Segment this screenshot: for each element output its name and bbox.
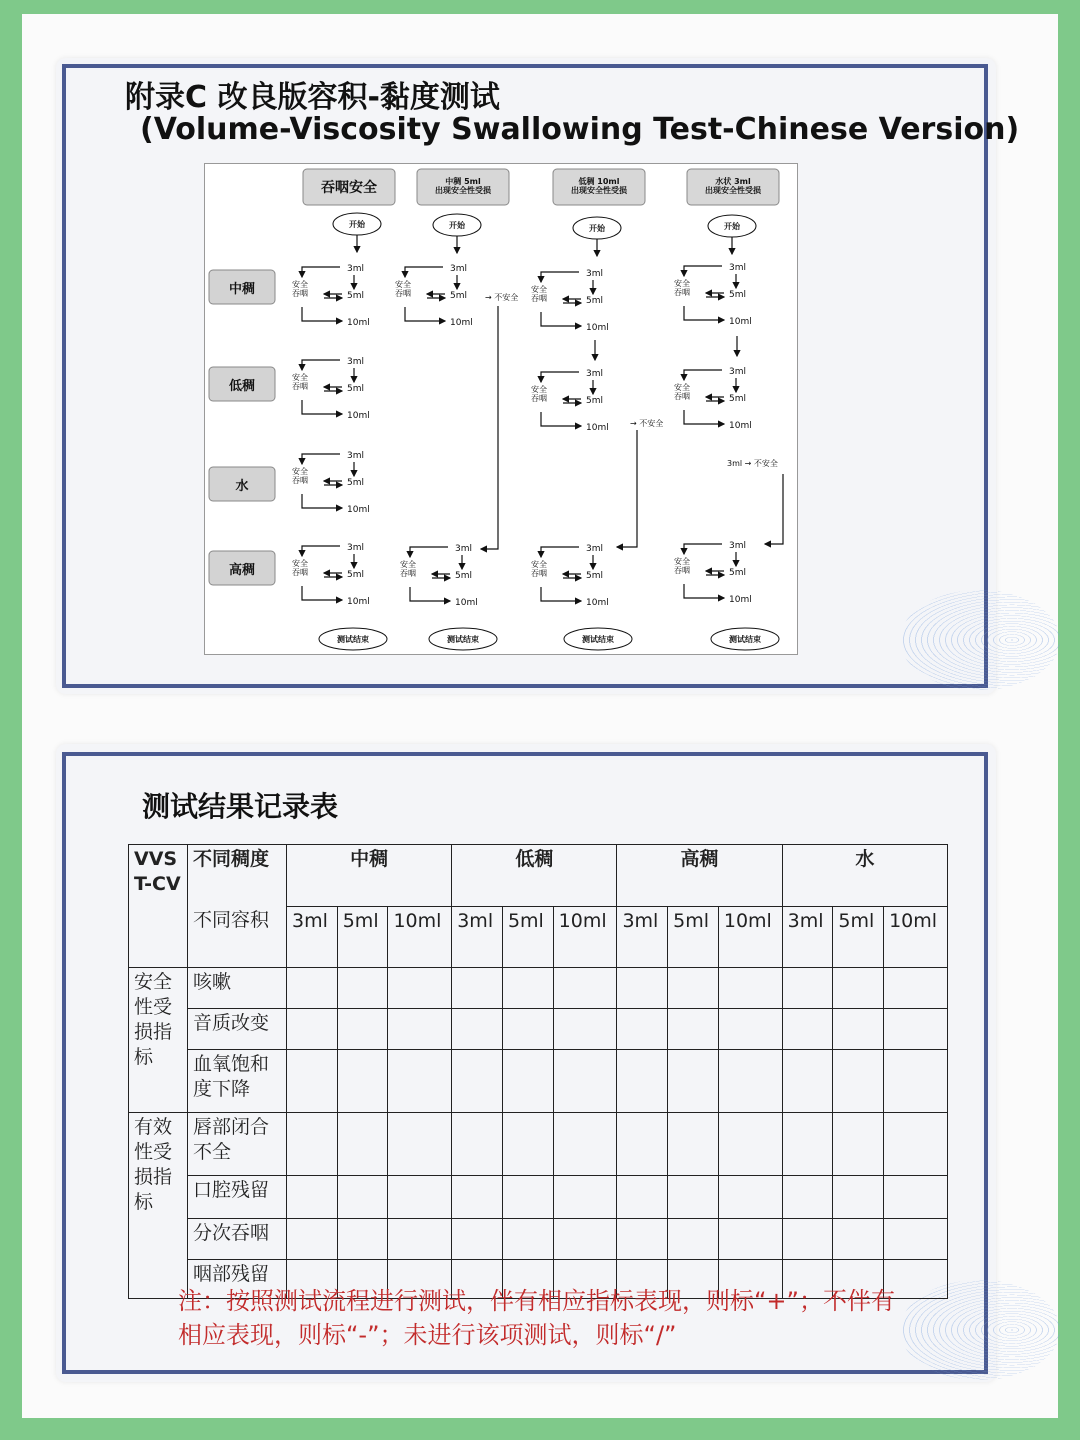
volume-label: 10ml xyxy=(586,323,609,333)
result-cell[interactable] xyxy=(452,968,503,1009)
indicator-group: 安全 性受 损指 标 xyxy=(129,968,188,1113)
result-cell[interactable] xyxy=(388,1050,452,1113)
result-cell[interactable] xyxy=(388,1219,452,1260)
column-header-label: 出现安全性受损 xyxy=(571,186,627,195)
result-cell[interactable] xyxy=(833,1113,884,1176)
volume-label: 5ml xyxy=(450,291,467,301)
result-cell[interactable] xyxy=(668,1113,719,1176)
result-cell[interactable] xyxy=(718,1219,782,1260)
result-cell[interactable] xyxy=(452,1009,503,1050)
indicator-label: 咳嗽 xyxy=(188,968,287,1009)
result-cell[interactable] xyxy=(718,1113,782,1176)
table-row xyxy=(129,1009,948,1050)
start-label: 开始 xyxy=(724,222,740,231)
consistency-2: 低稠 xyxy=(452,845,617,907)
result-cell[interactable] xyxy=(452,1050,503,1113)
flow-arrow xyxy=(541,587,581,601)
indicator-label: 口腔残留 xyxy=(188,1176,287,1219)
result-cell[interactable] xyxy=(782,1050,833,1113)
result-cell[interactable] xyxy=(287,968,338,1009)
column-header-label: 中稠 5ml xyxy=(445,177,481,186)
end-label: 测试结束 xyxy=(729,635,761,644)
result-cell[interactable] xyxy=(502,1176,553,1219)
unsafe-label: → 不安全 xyxy=(630,419,664,428)
flow-arrow xyxy=(541,272,579,282)
appendix-title: 附录C 改良版容积-黏度测试 xyxy=(125,80,500,115)
start-label: 开始 xyxy=(349,220,365,229)
result-cell[interactable] xyxy=(388,1176,452,1219)
volume-label: 3ml xyxy=(347,264,364,274)
volume-cell: 5ml xyxy=(337,906,388,968)
safe-swallow-label: 吞咽 xyxy=(395,289,411,298)
flow-arrow xyxy=(541,372,579,382)
result-cell[interactable] xyxy=(553,1176,617,1219)
result-cell[interactable] xyxy=(452,1176,503,1219)
result-cell[interactable] xyxy=(502,1050,553,1113)
volume-label: 3ml xyxy=(347,451,364,461)
result-cell[interactable] xyxy=(287,1176,338,1219)
result-cell[interactable] xyxy=(337,1009,388,1050)
safe-swallow-label: 安全 xyxy=(674,557,690,566)
result-cell[interactable] xyxy=(388,1009,452,1050)
volume-label: 5ml xyxy=(586,571,603,581)
volume-cell: 10ml xyxy=(884,906,948,968)
flowchart-image xyxy=(204,163,798,655)
result-cell[interactable] xyxy=(452,1219,503,1260)
flow-arrow xyxy=(481,306,498,549)
table-row xyxy=(129,1113,948,1176)
column-header-label: 出现安全性受损 xyxy=(435,186,491,195)
result-cell[interactable] xyxy=(884,1176,948,1219)
result-cell[interactable] xyxy=(782,968,833,1009)
volume-label: 10ml xyxy=(729,317,752,327)
safe-swallow-label: 吞咽 xyxy=(674,566,690,575)
result-cell[interactable] xyxy=(833,1050,884,1113)
flow-arrow xyxy=(405,267,443,277)
table-row xyxy=(129,968,948,1009)
safe-swallow-label: 安全 xyxy=(531,285,547,294)
result-cell[interactable] xyxy=(388,1113,452,1176)
volume-label: 3ml xyxy=(729,541,746,551)
safe-swallow-label: 吞咽 xyxy=(292,568,308,577)
volume-cell: 3ml xyxy=(782,906,833,968)
result-cell[interactable] xyxy=(668,1009,719,1050)
safe-swallow-label: 安全 xyxy=(531,385,547,394)
unsafe-label: 3ml → 不安全 xyxy=(727,459,778,468)
result-cell[interactable] xyxy=(833,1176,884,1219)
consistency-3: 高稠 xyxy=(617,845,782,907)
result-cell[interactable] xyxy=(884,1050,948,1113)
result-cell[interactable] xyxy=(337,1176,388,1219)
result-cell[interactable] xyxy=(718,1050,782,1113)
safe-swallow-label: 安全 xyxy=(292,467,308,476)
result-cell[interactable] xyxy=(668,1050,719,1113)
flow-arrow xyxy=(410,587,450,601)
result-cell[interactable] xyxy=(502,968,553,1009)
safe-swallow-label: 安全 xyxy=(292,373,308,382)
table-row xyxy=(129,1219,948,1260)
result-cell[interactable] xyxy=(287,1113,338,1176)
start-label: 开始 xyxy=(589,224,605,233)
flow-arrow xyxy=(410,547,448,557)
volume-cell: 10ml xyxy=(388,906,452,968)
volume-label: 3ml xyxy=(586,544,603,554)
volume-cell: 10ml xyxy=(553,906,617,968)
start-label: 开始 xyxy=(449,221,465,230)
volume-label: 10ml xyxy=(729,595,752,605)
result-cell[interactable] xyxy=(502,1009,553,1050)
volume-label: 5ml xyxy=(347,291,364,301)
volume-label: 5ml xyxy=(347,478,364,488)
volume-label: 10ml xyxy=(347,318,370,328)
indicator-label: 唇部闭合 不全 xyxy=(188,1113,287,1176)
volume-label: 5ml xyxy=(586,296,603,306)
result-cell[interactable] xyxy=(833,968,884,1009)
flow-arrow xyxy=(302,307,342,321)
result-cell[interactable] xyxy=(617,1009,668,1050)
result-cell[interactable] xyxy=(287,1009,338,1050)
safe-swallow-label: 吞咽 xyxy=(292,382,308,391)
result-cell[interactable] xyxy=(782,1176,833,1219)
result-cell[interactable] xyxy=(502,1113,553,1176)
result-cell[interactable] xyxy=(337,1113,388,1176)
column-header-label: 出现安全性受损 xyxy=(705,186,761,195)
note-text: 注：按照测试流程进行测试，伴有相应指标表现，则标“+”；不伴有相应表现，则标“-”；未进行该项测试，则标“/” xyxy=(178,1287,895,1349)
flow-arrow xyxy=(302,494,342,508)
volume-label: 3ml xyxy=(729,367,746,377)
result-cell[interactable] xyxy=(287,1050,338,1113)
safe-swallow-label: 吞咽 xyxy=(292,289,308,298)
volume-label: 5ml xyxy=(347,384,364,394)
result-cell[interactable] xyxy=(833,1009,884,1050)
safe-swallow-label: 安全 xyxy=(400,560,416,569)
volume-label: 5ml xyxy=(729,394,746,404)
safe-swallow-label: 吞咽 xyxy=(674,392,690,401)
flow-arrow xyxy=(541,547,579,557)
table-subheader-row xyxy=(129,906,948,968)
volume-label: 5ml xyxy=(586,396,603,406)
result-cell[interactable] xyxy=(337,1050,388,1113)
appendix-subtitle: (Volume-Viscosity Swallowing Test-Chinese Version) xyxy=(140,112,1020,147)
result-cell[interactable] xyxy=(287,1219,338,1260)
safe-swallow-label: 吞咽 xyxy=(531,394,547,403)
end-label: 测试结束 xyxy=(582,635,614,644)
row-label: 高稠 xyxy=(228,563,256,578)
flow-arrow xyxy=(541,412,581,426)
volume-label: 10ml xyxy=(586,423,609,433)
record-table-title: 测试结果记录表 xyxy=(142,790,339,823)
volume-cell: 3ml xyxy=(452,906,503,968)
safe-swallow-label: 吞咽 xyxy=(531,294,547,303)
flow-arrow xyxy=(684,306,724,320)
flowchart-diagram xyxy=(205,164,797,654)
result-cell[interactable] xyxy=(668,968,719,1009)
result-cell[interactable] xyxy=(884,1113,948,1176)
flow-arrow xyxy=(302,267,340,277)
flow-arrow xyxy=(684,544,722,554)
flow-arrow xyxy=(684,410,724,424)
volume-label: 3ml xyxy=(347,357,364,367)
volume-label: 3ml xyxy=(347,543,364,553)
flow-arrow xyxy=(541,312,581,326)
result-cell[interactable] xyxy=(502,1219,553,1260)
result-cell[interactable] xyxy=(337,1219,388,1260)
column-header-label: 水状 3ml xyxy=(715,177,751,186)
flow-arrow xyxy=(302,586,342,600)
table-row xyxy=(129,1176,948,1219)
result-cell[interactable] xyxy=(718,1176,782,1219)
volume-label: 10ml xyxy=(450,318,473,328)
result-cell[interactable] xyxy=(337,968,388,1009)
safe-swallow-label: 吞咽 xyxy=(400,569,416,578)
volume-cell: 5ml xyxy=(502,906,553,968)
safe-swallow-label: 吞咽 xyxy=(292,476,308,485)
table-header-row xyxy=(129,845,948,907)
result-cell[interactable] xyxy=(617,1176,668,1219)
end-label: 测试结束 xyxy=(447,635,479,644)
volume-label: 5ml xyxy=(455,571,472,581)
volume-label: 3ml xyxy=(450,264,467,274)
result-cell[interactable] xyxy=(617,1113,668,1176)
decorative-swirl xyxy=(900,590,1060,690)
volume-label: 10ml xyxy=(347,411,370,421)
table-row xyxy=(129,1050,948,1113)
row-label: 水 xyxy=(235,479,249,494)
safe-swallow-label: 安全 xyxy=(674,279,690,288)
result-cell[interactable] xyxy=(782,1219,833,1260)
volume-label: 10ml xyxy=(347,597,370,607)
consistency-1: 中稠 xyxy=(287,845,452,907)
result-cell[interactable] xyxy=(884,968,948,1009)
result-cell[interactable] xyxy=(553,1219,617,1260)
safe-swallow-label: 安全 xyxy=(674,383,690,392)
result-cell[interactable] xyxy=(718,1009,782,1050)
flow-arrow xyxy=(302,400,342,414)
volume-label: 10ml xyxy=(729,421,752,431)
indicator-label: 音质改变 xyxy=(188,1009,287,1050)
corner-label: VVS T-CV xyxy=(129,845,188,968)
consistency-4: 水 xyxy=(782,845,947,907)
result-cell[interactable] xyxy=(782,1009,833,1050)
safe-swallow-label: 安全 xyxy=(292,280,308,289)
result-cell[interactable] xyxy=(553,1009,617,1050)
record-table xyxy=(128,844,948,1299)
unsafe-label: → 不安全 xyxy=(485,293,519,302)
safe-swallow-label: 安全 xyxy=(395,280,411,289)
result-cell[interactable] xyxy=(617,968,668,1009)
result-cell[interactable] xyxy=(617,1050,668,1113)
volume-label: 10ml xyxy=(586,598,609,608)
end-label: 测试结束 xyxy=(337,635,369,644)
flow-arrow xyxy=(302,454,340,464)
flow-arrow xyxy=(684,266,722,276)
volume-cell: 5ml xyxy=(668,906,719,968)
result-cell[interactable] xyxy=(388,968,452,1009)
volume-label: 3ml xyxy=(586,269,603,279)
volume-cell: 10ml xyxy=(718,906,782,968)
volume-cell: 5ml xyxy=(833,906,884,968)
volume-header: 不同容积 xyxy=(188,906,287,968)
volume-label: 3ml xyxy=(455,544,472,554)
flow-arrow xyxy=(302,360,340,370)
safe-swallow-label: 安全 xyxy=(531,560,547,569)
safe-swallow-label: 安全 xyxy=(292,559,308,568)
indicator-group: 有效 性受 损指 标 xyxy=(129,1113,188,1299)
volume-label: 3ml xyxy=(586,369,603,379)
volume-label: 5ml xyxy=(347,570,364,580)
result-cell[interactable] xyxy=(617,1219,668,1260)
volume-label: 10ml xyxy=(347,505,370,515)
volume-cell: 3ml xyxy=(617,906,668,968)
row-label: 中稠 xyxy=(228,282,256,297)
volume-label: 5ml xyxy=(729,290,746,300)
indicator-label: 咽部残留 xyxy=(188,1260,287,1299)
result-cell[interactable] xyxy=(884,1219,948,1260)
result-cell[interactable] xyxy=(553,968,617,1009)
flow-arrow xyxy=(617,430,637,547)
flow-arrow xyxy=(405,307,445,321)
volume-label: 5ml xyxy=(729,568,746,578)
indicator-label: 血氧饱和 度下降 xyxy=(188,1050,287,1113)
result-cell[interactable] xyxy=(553,1050,617,1113)
result-cell[interactable] xyxy=(782,1113,833,1176)
indicator-label: 分次吞咽 xyxy=(188,1219,287,1260)
flow-arrow xyxy=(302,546,340,556)
flow-arrow xyxy=(765,474,783,544)
volume-cell: 3ml xyxy=(287,906,338,968)
result-cell[interactable] xyxy=(833,1219,884,1260)
row-label: 低稠 xyxy=(228,379,256,394)
volume-label: 3ml xyxy=(729,263,746,273)
column-header-label: 吞咽安全 xyxy=(321,180,377,196)
consistency-header: 不同稠度 xyxy=(188,845,287,907)
column-header-label: 低稠 10ml xyxy=(578,177,620,186)
result-cell[interactable] xyxy=(553,1113,617,1176)
flow-arrow xyxy=(684,370,722,380)
flow-arrow xyxy=(684,584,724,598)
result-cell[interactable] xyxy=(668,1176,719,1219)
safe-swallow-label: 吞咽 xyxy=(531,569,547,578)
result-cell[interactable] xyxy=(452,1113,503,1176)
safe-swallow-label: 吞咽 xyxy=(674,288,690,297)
volume-label: 10ml xyxy=(455,598,478,608)
result-cell[interactable] xyxy=(884,1009,948,1050)
result-cell[interactable] xyxy=(668,1219,719,1260)
result-cell[interactable] xyxy=(718,968,782,1009)
